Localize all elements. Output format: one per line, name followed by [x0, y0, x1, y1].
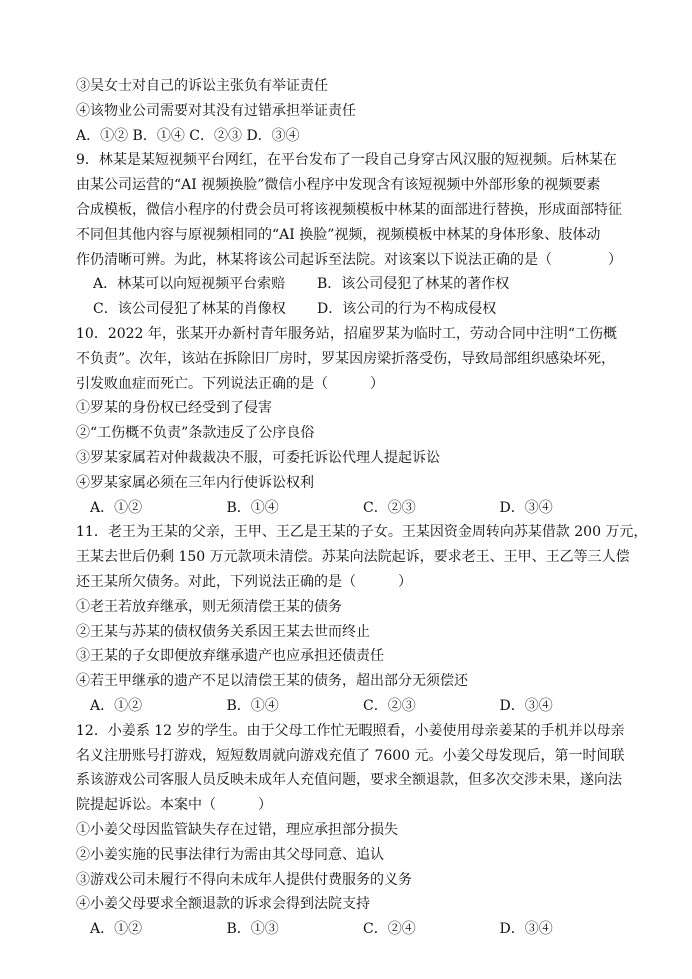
q11-item-1: ①老王若放弃继承，则无须清偿王某的债务 [76, 598, 342, 615]
q10-item-3: ③罗某家属若对仲裁裁决不服，可委托诉讼代理人提起诉讼 [76, 449, 440, 466]
q11-line: 王某去世后仍剩 150 万元款项未清偿。苏某向法院起诉，要求老王、王甲、王乙等三人偿 [76, 549, 630, 566]
q11-item-2: ②王某与苏某的债权债务关系因王某去世而终止 [76, 623, 370, 640]
q10-option-b[interactable]: B．①④ [226, 499, 279, 516]
q12-item-1: ①小姜父母因监管缺失存在过错，理应承担部分损失 [76, 821, 398, 838]
q11-item-3: ③王某的子女即便放弃继承遗产也应承担还债责任 [76, 648, 384, 665]
q8-item-3: ③吴女士对自己的诉讼主张负有举证责任 [76, 78, 328, 94]
q9-line: 作仍清晰可辨。为此，林某将该公司起诉至法院。对该案以下说法正确的是（ ） [76, 251, 622, 268]
q9-options-row-2 [76, 297, 636, 322]
q10-line: 引发败血症而死亡。下列说法正确的是（ ） [76, 375, 384, 392]
q9-line: 合成模板，微信小程序的付费会员可将该视频模板中林某的面部进行替换，形成面部特征 [76, 201, 622, 218]
q11-option-b[interactable]: B．①④ [226, 697, 279, 714]
q12-stem [76, 719, 636, 818]
q8-item-4: ④该物业公司需要对其没有过错承担举证责任 [76, 102, 356, 119]
q9-option-b[interactable]: B．该公司侵犯了林某的著作权 [317, 276, 510, 293]
q10-option-c[interactable]: C．②③ [363, 499, 416, 516]
q10-stem [76, 322, 636, 396]
q12-option-c[interactable]: C．②④ [363, 921, 416, 938]
q10-option-d[interactable]: D．③④ [499, 499, 553, 516]
q9-line: 9．林某是某短视频平台网红，在平台发布了一段自己身穿古风汉服的短视频。后林某在 [76, 152, 617, 169]
q12-option-a[interactable]: A．①② [90, 921, 143, 938]
q11-options [76, 694, 636, 719]
q12-option-b[interactable]: B．①③ [226, 921, 279, 938]
q12-line: 12．小姜系 12 岁的学生。由于父母工作忙无暇照看，小姜使用母亲姜某的手机并以母亲 [76, 722, 625, 739]
q12-line: 名义注册账号打游戏，短短数周就向游戏充值了 7600 元。小姜父母发现后，第一时间联 [76, 747, 625, 764]
q11-option-d[interactable]: D．③④ [499, 697, 553, 714]
q9-line: 不同但其他内容与原视频相同的“AI 换脸”视频，视频模板中林某的身体形象、肢体动 [76, 226, 601, 243]
q9-options-row-1 [76, 272, 636, 297]
q10-item-1: ①罗某的身份权已经受到了侵害 [76, 400, 272, 417]
q12-item-3: ③游戏公司未履行不得向未成年人提供付费服务的义务 [76, 871, 412, 888]
q9-option-d[interactable]: D．该公司的行为不构成侵权 [317, 301, 497, 318]
q12-item-4: ④小姜父母要求全额退款的诉求会得到法院支持 [76, 896, 370, 913]
q10-item-4: ④罗某家属必须在三年内行使诉讼权利 [76, 474, 314, 491]
q10-item-2: ②“工伤概不负责”条款违反了公序良俗 [76, 425, 315, 442]
q9-stem [76, 148, 636, 272]
q10-line: 10．2022 年，张某开办新村青年服务站，招雇罗某为临时工，劳动合同中注明“工伤概 [76, 325, 618, 342]
q12-option-d[interactable]: D．③④ [499, 921, 553, 938]
q11-stem [76, 520, 648, 594]
q11-option-a[interactable]: A．①② [90, 697, 143, 714]
question-content [76, 74, 648, 942]
q10-line: 不负责”。次年，该站在拆除旧厂房时，罗某因房梁折落受伤，导致局部组织感染坏死， [76, 350, 616, 367]
q12-options [76, 917, 636, 942]
q12-line: 院提起诉讼。本案中（ ） [76, 797, 272, 814]
q11-option-c[interactable]: C．②③ [363, 697, 416, 714]
q12-line: 系该游戏公司客服人员反映未成年人充值问题，要求全额退款，但多次交涉未果，遂向法 [76, 772, 622, 789]
q9-option-c[interactable]: C．该公司侵犯了林某的肖像权 [93, 301, 286, 318]
q10-options [76, 496, 636, 521]
q11-line: 11．老王为王某的父亲，王甲、王乙是王某的子女。王某因资金周转向苏某借款 200 万元， [76, 524, 648, 541]
q8-options: A．①② B．①④ C．②③ D．③④ [76, 127, 300, 144]
q11-item-4: ④若王甲继承的遗产不足以清偿王某的债务，超出部分无须偿还 [76, 673, 468, 690]
q9-option-a[interactable]: A．林某可以向短视频平台索赔 [93, 276, 286, 293]
q11-line: 还王某所欠债务。对此，下列说法正确的是（ ） [76, 573, 412, 590]
q9-line: 由某公司运营的“AI 视频换脸”微信小程序中发现含有该短视频中外部形象的视频要素 [76, 177, 601, 194]
q10-option-a[interactable]: A．①② [90, 499, 143, 516]
q12-item-2: ②小姜实施的民事法律行为需由其父母同意、追认 [76, 846, 384, 863]
